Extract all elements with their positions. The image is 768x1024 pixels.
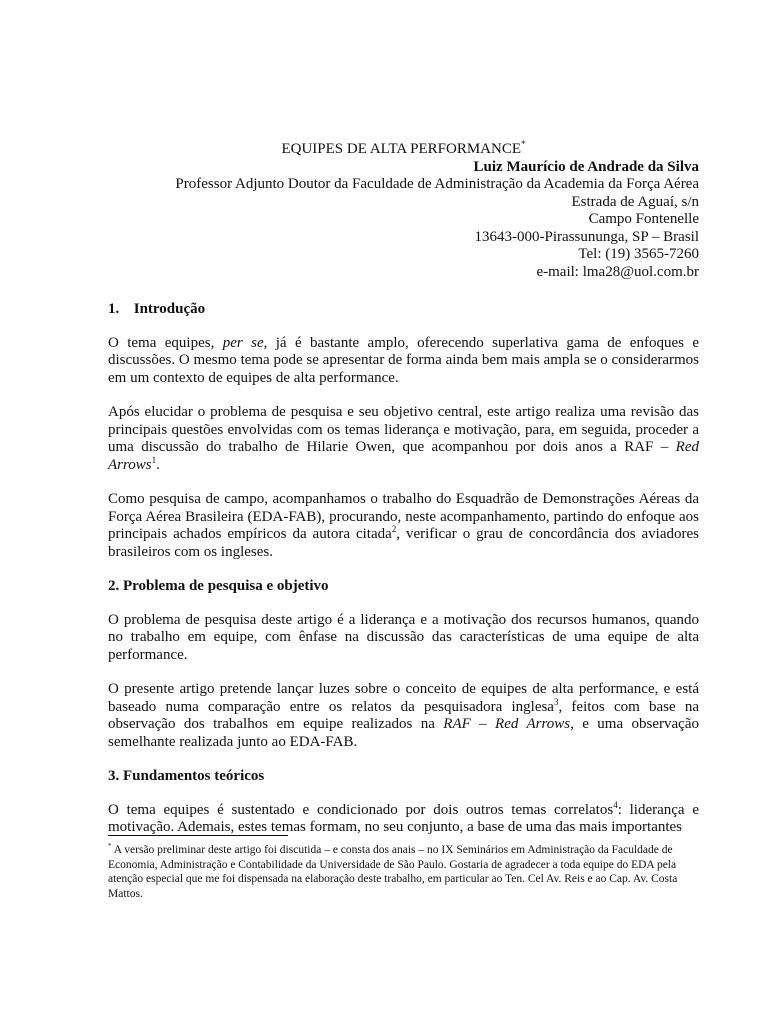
footnote-divider <box>108 835 288 836</box>
paragraph: O presente artigo pretende lançar luzes sobre o conceito de equipes de alta performance, e está baseado numa comparação entre os relatos da pesquisadora inglesa$^3$, feitos com base na observação dos trabalhos em equipe realizados na RAF – Red Arrows, e uma observação semelhante realizada junto ao EDA-FAB. <box>108 681 699 750</box>
emphasis: per se <box>222 334 264 351</box>
paper-title <box>108 141 699 159</box>
paper-title-text: EQUIPES DE ALTA PERFORMANCE <box>281 141 522 157</box>
address-line: 13643-000-Pirassununga, SP – Brasil <box>474 228 699 245</box>
author-name: Luiz Maurício de Andrade da Silva <box>473 158 699 175</box>
footnote-ref: 1 <box>151 454 157 465</box>
footnote-text: A versão preliminar deste artigo foi discutida – e consta dos anais – no IX Seminários em Administração da Faculdade de Economia, Administração e Contabilidade da Universidade de São Paulo. Gostaria de agradecer a toda equipe do EDA pela atenção especial que me foi dispensada na elaboração deste trabalho, em particular ao Ten. Cel Av. Reis e ao Cap. Av. Costa Mattos. <box>108 844 678 900</box>
footnote <box>108 843 699 901</box>
phone-line: Tel: (19) 3565-7260 <box>578 246 699 262</box>
section-number: 1. <box>108 301 120 317</box>
emphasis: Red Arrows <box>108 439 699 473</box>
footnote-ref: 2 <box>391 524 397 534</box>
address-line: Estrada de Aguaí, s/n <box>571 193 699 210</box>
emphasis: RAF – Red Arrows <box>443 716 571 732</box>
author-affiliation: Professor Adjunto Doutor da Faculdade de Administração da Academia da Força Aérea <box>175 176 699 192</box>
section-title: Introdução <box>133 301 206 317</box>
section-heading <box>108 578 699 596</box>
footnote-ref: 3 <box>553 696 559 707</box>
paragraph: O problema de pesquisa deste artigo é a liderança e a motivação dos recursos humanos, quando no trabalho em equipe, com ênfase na discussão das características de uma equipe de alta performance. <box>108 611 699 663</box>
footnote-mark: * <box>108 842 112 850</box>
section-number: 2. <box>108 578 120 594</box>
section-title: Fundamentos teóricos <box>123 768 265 784</box>
paragraph: Após elucidar o problema de pesquisa e seu objetivo central, este artigo realiza uma revisão das principais questões envolvidas com os temas liderança e motivação, para, em seguida, proceder a uma discussão do trabalho de Hilarie Owen, que acompanhou por dois anos a RAF – Red Arrows$^1$. <box>108 404 699 473</box>
email-line: e-mail: lma28@uol.com.br <box>536 263 699 280</box>
section-number: 3. <box>108 768 120 784</box>
section-heading <box>108 768 699 786</box>
address-line: Campo Fontenelle <box>588 211 699 227</box>
paragraph: O tema equipes é sustentado e condicionado por dois outros temas correlatos$^4$: liderança e motivação. Ademais, estes temas formam, no seu conjunto, a base de uma das mais importantes <box>108 799 699 835</box>
paragraph: O tema equipes, per se, já é bastante amplo, oferecendo superlativa gama de enfoques e discussões. O mesmo tema pode se apresentar de forma ainda bem mais ampla se o considerarmos em um contexto de equipes de alta performance. <box>108 334 699 386</box>
title-footnote-mark: * <box>521 139 526 149</box>
footnote-ref: 4 <box>613 799 618 810</box>
document-body <box>108 141 699 837</box>
paragraph: Como pesquisa de campo, acompanhamos o trabalho do Esquadrão de Demonstrações Aéreas da Força Aérea Brasileira (EDA-FAB), procurando, neste acompanhamento, partindo do enfoque aos principais achados empíricos da autora citada$^2$, verificar o grau de concordância dos aviadores brasileiros com os ingleses. <box>108 491 699 560</box>
section-heading <box>108 301 699 319</box>
section-title: Problema de pesquisa e objetivo <box>123 578 329 594</box>
